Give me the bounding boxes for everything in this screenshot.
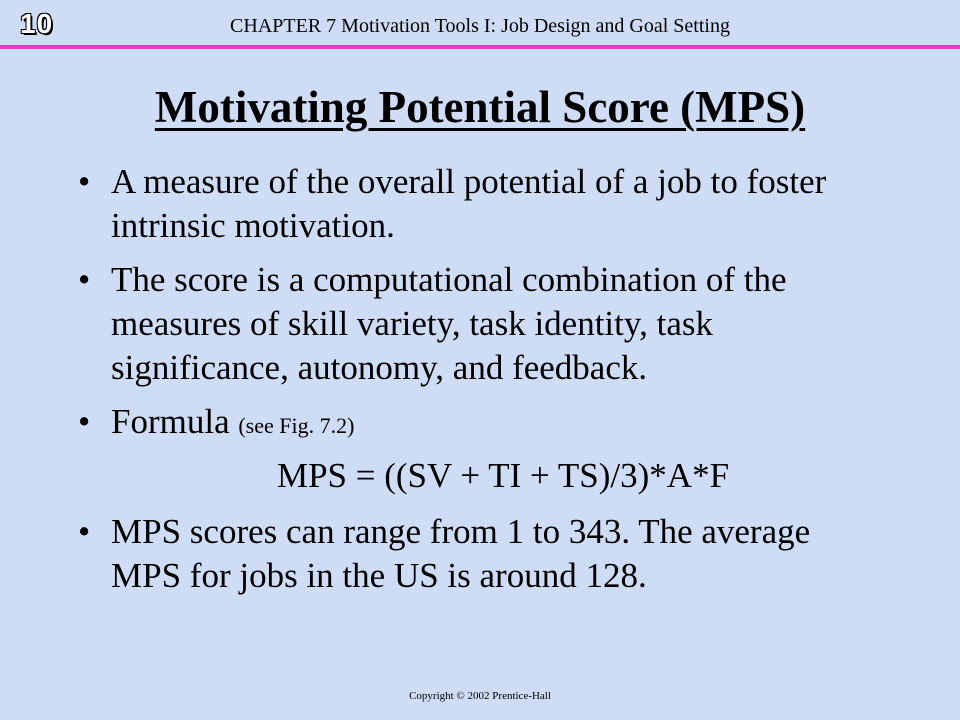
slide-title: Motivating Potential Score (MPS) bbox=[154, 82, 806, 132]
copyright: Copyright © 2002 Prentice-Hall bbox=[409, 690, 551, 702]
bullet-text: MPS scores can range from 1 to 343. The average MPS for jobs in the US is around 128. bbox=[111, 512, 811, 595]
bullet-item bbox=[78, 510, 858, 598]
slide-number: 10 bbox=[20, 8, 54, 39]
bullet-note: (see Fig. 7.2) bbox=[238, 413, 355, 438]
bullet-text: Formula bbox=[111, 402, 230, 441]
bullet-text: The score is a computational combination of the measures of skill variety, task identity, task significance, autonomy, and feedback. bbox=[111, 260, 787, 387]
chapter-header: CHAPTER 7 Motivation Tools I: Job Design and Goal Setting bbox=[230, 15, 730, 37]
bullet-item bbox=[78, 160, 858, 248]
header-rule bbox=[0, 45, 960, 49]
bullet-item bbox=[78, 400, 858, 448]
bullet-item bbox=[78, 258, 858, 390]
bullet-text: A measure of the overall potential of a job to foster intrinsic motivation. bbox=[111, 162, 827, 245]
bullet-list bbox=[78, 160, 858, 608]
formula: MPS = ((SV + TI + TS)/3)*A*F bbox=[276, 456, 730, 495]
